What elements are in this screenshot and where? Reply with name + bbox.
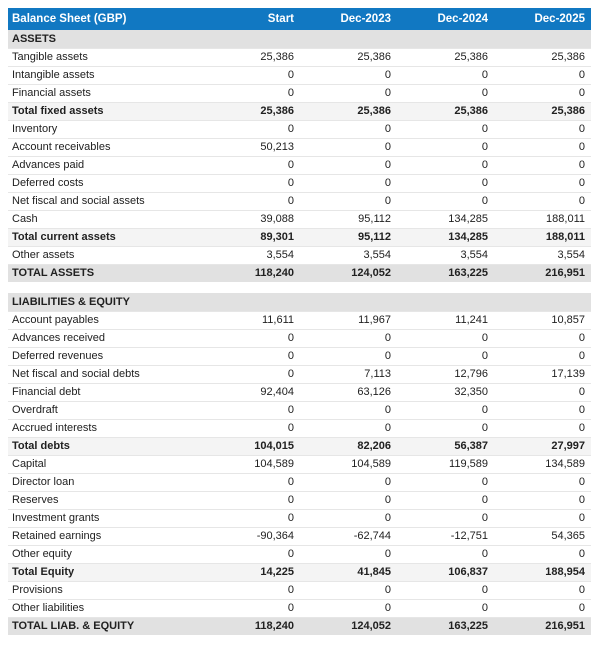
cell-value: 0 [300,419,397,437]
row-label: Deferred costs [8,174,203,192]
section-row-assets [8,30,591,48]
cell-value: 0 [203,120,300,138]
cell-value: 0 [494,491,591,509]
cell-value: 0 [203,192,300,210]
row-label: LIABILITIES & EQUITY [8,293,203,311]
spacer-row [8,282,591,293]
cell-value: 0 [494,599,591,617]
cell-value: 0 [300,509,397,527]
cell-value [203,30,300,48]
cell-value: 0 [397,192,494,210]
cell-value: 0 [397,599,494,617]
cell-value: 0 [203,473,300,491]
cell-value: 25,386 [397,102,494,120]
cell-value: 0 [397,509,494,527]
cell-value: 0 [494,509,591,527]
row-label: Intangible assets [8,66,203,84]
row-label: Accrued interests [8,419,203,437]
table-title: Balance Sheet (GBP) [12,13,127,25]
table-header [8,8,591,30]
row-label: Retained earnings [8,527,203,545]
cell-value: 0 [494,84,591,102]
row-advances-received [8,329,591,347]
row-label: Net fiscal and social debts [8,365,203,383]
cell-value: 134,589 [494,455,591,473]
cell-value: 0 [300,599,397,617]
row-accrued-interests [8,419,591,437]
cell-value: 0 [494,419,591,437]
cell-value: 0 [203,347,300,365]
cell-value: 25,386 [300,48,397,66]
cell-value: 50,213 [203,138,300,156]
cell-value: 0 [300,138,397,156]
subtotal-row-total-fixed-assets [8,102,591,120]
cell-value: 0 [494,473,591,491]
cell-value: 0 [300,545,397,563]
row-financial-debt [8,383,591,401]
cell-value: 0 [300,192,397,210]
cell-value: 119,589 [397,455,494,473]
row-label: Net fiscal and social assets [8,192,203,210]
row-label: TOTAL ASSETS [12,267,95,280]
cell-value: 0 [300,174,397,192]
cell-value: 0 [494,329,591,347]
cell-value: 7,113 [300,365,397,383]
cell-value [397,293,494,311]
cell-value: 0 [300,84,397,102]
cell-value: 0 [494,545,591,563]
row-label: Investment grants [8,509,203,527]
cell-value: 0 [494,347,591,365]
cell-value: 0 [494,66,591,84]
cell-value: 0 [397,419,494,437]
spacer-cell [8,282,591,293]
cell-value: 0 [203,174,300,192]
row-label: Cash [8,210,203,228]
cell-value: 89,301 [203,228,300,246]
row-label: Total Equity [8,563,203,581]
cell-value: 0 [203,419,300,437]
cell-value: 0 [203,365,300,383]
cell-value: 14,225 [203,563,300,581]
row-label: TOTAL LIAB. & EQUITY [12,620,135,633]
cell-value: 188,011 [494,210,591,228]
cell-value [494,30,591,48]
cell-value: 25,386 [203,48,300,66]
cell-value: 163,225 [448,620,488,633]
cell-value: 0 [300,473,397,491]
row-label: Advances paid [8,156,203,174]
cell-value: 0 [494,383,591,401]
cell-value: 0 [494,192,591,210]
cell-value: 104,589 [300,455,397,473]
cell-value: 0 [300,120,397,138]
row-deferred-costs [8,174,591,192]
row-label: Reserves [8,491,203,509]
cell-value [397,30,494,48]
cell-value: 63,126 [300,383,397,401]
cell-value: 0 [300,329,397,347]
cell-value: 0 [300,491,397,509]
row-label: Provisions [8,581,203,599]
cell-value: 0 [203,66,300,84]
row-other-assets [8,246,591,264]
row-label: Financial debt [8,383,203,401]
row-provisions [8,581,591,599]
cell-value: 11,967 [300,311,397,329]
cell-value: 216,951 [545,267,585,280]
cell-value: 3,554 [203,246,300,264]
row-label: Other liabilities [8,599,203,617]
cell-value: 27,997 [494,437,591,455]
row-label: ASSETS [8,30,203,48]
cell-value: 0 [397,120,494,138]
row-other-equity [8,545,591,563]
cell-value: 104,015 [203,437,300,455]
cell-value: 0 [494,581,591,599]
cell-value [494,293,591,311]
cell-value: 25,386 [203,102,300,120]
row-investment-grants [8,509,591,527]
cell-value: 0 [494,120,591,138]
cell-value: 0 [397,491,494,509]
column-header-start: Start [267,13,294,25]
row-label: Total debts [8,437,203,455]
row-label: Deferred revenues [8,347,203,365]
cell-value: 0 [203,329,300,347]
row-label: Overdraft [8,401,203,419]
cell-value: 3,554 [494,246,591,264]
cell-value: 0 [203,581,300,599]
row-label: Tangible assets [8,48,203,66]
column-header-dec-2025: Dec-2025 [534,13,585,25]
row-reserves [8,491,591,509]
cell-value: 216,951 [545,620,585,633]
cell-value: 92,404 [203,383,300,401]
cell-value: 0 [397,84,494,102]
cell-value: 3,554 [397,246,494,264]
cell-value: 118,240 [254,620,294,633]
cell-value: 0 [300,401,397,419]
cell-value: 39,088 [203,210,300,228]
balance-sheet-table [8,8,591,635]
cell-value: 0 [203,599,300,617]
cell-value: 0 [203,401,300,419]
cell-value: 0 [300,347,397,365]
row-deferred-revenues [8,347,591,365]
cell-value: 10,857 [494,311,591,329]
row-advances-paid [8,156,591,174]
cell-value: 0 [203,545,300,563]
cell-value: 82,206 [300,437,397,455]
cell-value: 0 [397,545,494,563]
cell-value: 3,554 [300,246,397,264]
row-other-liabilities [8,599,591,617]
cell-value: 0 [397,347,494,365]
cell-value: 0 [397,401,494,419]
cell-value: 0 [203,84,300,102]
subtotal-row-total-equity [8,563,591,581]
cell-value: 11,241 [397,311,494,329]
subtotal-row-total-current-assets [8,228,591,246]
subtotal-row-total-debts [8,437,591,455]
cell-value: 11,611 [203,311,300,329]
cell-value: 124,052 [351,620,391,633]
cell-value: -62,744 [300,527,397,545]
column-header-dec-2024: Dec-2024 [437,13,488,25]
cell-value: 0 [300,66,397,84]
cell-value: 0 [300,581,397,599]
cell-value: 12,796 [397,365,494,383]
cell-value: 0 [397,174,494,192]
section-row-liabilities-equity [8,293,591,311]
cell-value: 0 [397,156,494,174]
header-row [8,8,591,30]
cell-value: 0 [300,156,397,174]
cell-value: 25,386 [300,102,397,120]
cell-value: 104,589 [203,455,300,473]
cell-value: 41,845 [300,563,397,581]
cell-value: 0 [494,174,591,192]
cell-value: 95,112 [300,210,397,228]
cell-value: 188,011 [494,228,591,246]
cell-value: 106,837 [397,563,494,581]
cell-value: 134,285 [397,228,494,246]
cell-value: 0 [203,156,300,174]
row-overdraft [8,401,591,419]
column-header-dec-2023: Dec-2023 [340,13,391,25]
cell-value: 25,386 [494,102,591,120]
cell-value: 0 [397,66,494,84]
table-body [8,30,591,635]
row-capital [8,455,591,473]
cell-value: 56,387 [397,437,494,455]
cell-value [203,293,300,311]
cell-value: 95,112 [300,228,397,246]
cell-value: 134,285 [397,210,494,228]
cell-value: 124,052 [351,267,391,280]
cell-value: 0 [397,329,494,347]
cell-value: 54,365 [494,527,591,545]
cell-value [300,293,397,311]
row-label: Advances received [8,329,203,347]
row-account-receivables [8,138,591,156]
row-label: Total current assets [8,228,203,246]
row-label: Other equity [8,545,203,563]
cell-value: 188,954 [494,563,591,581]
row-label: Account payables [8,311,203,329]
cell-value: 118,240 [254,267,294,280]
row-label: Total fixed assets [8,102,203,120]
row-inventory [8,120,591,138]
cell-value: -90,364 [203,527,300,545]
cell-value: 0 [494,156,591,174]
cell-value: 0 [203,491,300,509]
cell-value: 25,386 [494,48,591,66]
cell-value: 0 [397,473,494,491]
cell-value: 0 [494,138,591,156]
row-tangible-assets [8,48,591,66]
total-row-total-liab-equity [8,617,591,635]
row-label: Capital [8,455,203,473]
row-retained-earnings [8,527,591,545]
cell-value: -12,751 [397,527,494,545]
row-label: Financial assets [8,84,203,102]
cell-value: 25,386 [397,48,494,66]
row-financial-assets [8,84,591,102]
row-account-payables [8,311,591,329]
total-row-total-assets [8,264,591,282]
row-director-loan [8,473,591,491]
cell-value: 0 [494,401,591,419]
row-net-fiscal-and-social-assets [8,192,591,210]
row-cash [8,210,591,228]
cell-value: 163,225 [448,267,488,280]
row-net-fiscal-and-social-debts [8,365,591,383]
cell-value: 32,350 [397,383,494,401]
row-label: Inventory [8,120,203,138]
cell-value: 0 [397,581,494,599]
row-label: Other assets [8,246,203,264]
cell-value [300,30,397,48]
cell-value: 0 [397,138,494,156]
cell-value: 17,139 [494,365,591,383]
row-label: Director loan [8,473,203,491]
row-intangible-assets [8,66,591,84]
cell-value: 0 [203,509,300,527]
row-label: Account receivables [8,138,203,156]
